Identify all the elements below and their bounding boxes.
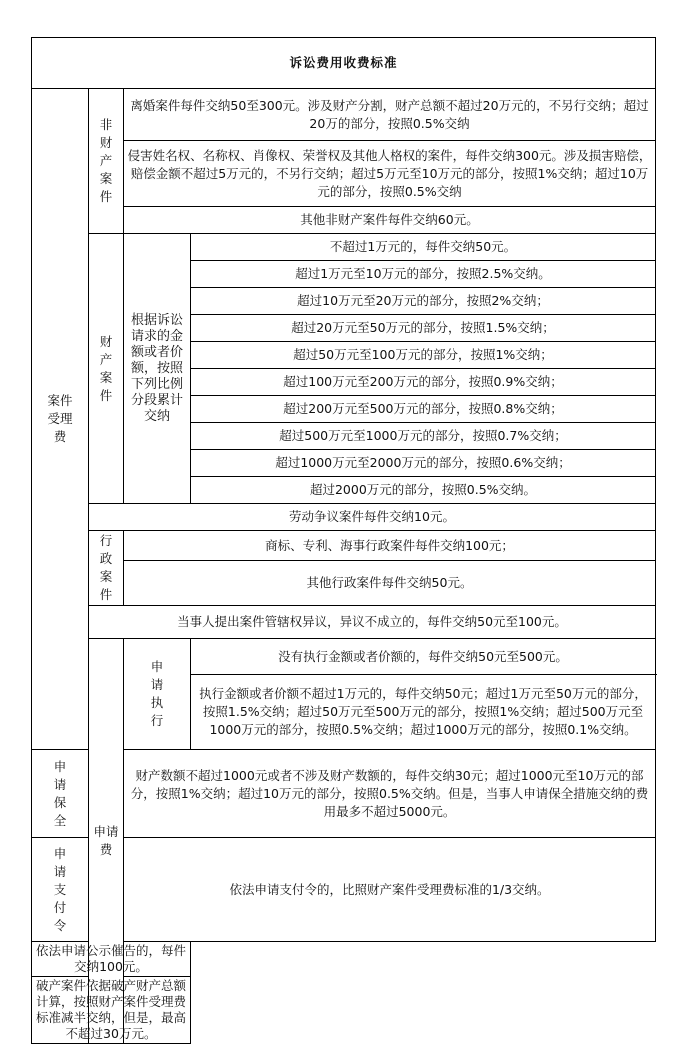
table-row [32,234,656,261]
group-label-payment-order: 申请支付令 [32,838,89,942]
table-row [32,561,656,606]
group-label-non-property: 非财产案件 [89,89,124,234]
jurisdiction-objection-fee: 当事人提出案件管辖权异议，异议不成立的，每件交纳50元至100元。 [89,606,656,639]
page-title: 诉讼费用收费标准 [32,38,656,89]
table-row [32,606,656,639]
execution-amount-brackets: 执行金额或者价额不超过1万元的，每件交纳50元；超过1万元至50万元的部分，按照1.5%交纳；超过50万元至500万元的部分，按照1%交纳；超过500万元至1000万元的部分，按照0.5%交纳；超过1000万元的部分，按照0.1%交纳。 [191,675,656,750]
table-row [32,531,656,561]
payment-order-fee: 依法申请支付令的，比照财产案件受理费标准的1/3交纳。 [124,838,656,942]
execution-no-amount: 没有执行金额或者价额的，每件交纳50元至500元。 [191,639,656,675]
preservation-fee: 财产数额不超过1000元或者不涉及财产数额的，每件交纳30元；超过1000元至10万元的部分，按照1%交纳；超过10万元的部分，按照0.5%交纳。但是，当事人申请保全措施交纳的费用最多不超过5000元。 [124,750,656,838]
group-label-administrative: 行政案件 [89,531,124,606]
property-bracket: 超过100万元至200万元的部分，按照0.9%交纳； [191,369,656,396]
non-property-personality-rights: 侵害姓名权、名称权、肖像权、荣誉权及其他人格权的案件，每件交纳300元。涉及损害赔偿，赔偿金额不超过5万元的，不另行交纳；超过5万元至10万元的部分，按照1%交纳；超过10万元的部分，按照0.5%交纳 [124,141,656,207]
table-row [32,207,656,234]
property-bracket: 超过1万元至10万元的部分，按照2.5%交纳。 [191,261,656,288]
property-bracket: 超过500万元至1000万元的部分，按照0.7%交纳； [191,423,656,450]
property-bracket: 超过2000万元的部分，按照0.5%交纳。 [191,477,656,504]
administrative-ip-maritime: 商标、专利、海事行政案件每件交纳100元； [124,531,656,561]
non-property-divorce: 离婚案件每件交纳50至300元。涉及财产分割，财产总额不超过20万元的，不另行交纳；超过20万的部分，按照0.5%交纳 [124,89,656,141]
bankruptcy-fee: 破产案件依据破产财产总额计算，按照财产案件受理费标准减半交纳，但是，最高不超过30万元。 [32,977,191,1044]
property-note: 根据诉讼请求的金额或者价额，按照下列比例分段累计交纳 [124,234,191,504]
title-row [32,38,656,89]
fee-standard-document [31,37,656,1044]
table-row [32,942,656,977]
property-bracket: 超过50万元至100万元的部分，按照1%交纳； [191,342,656,369]
table-row [32,838,656,942]
table-row [32,504,656,531]
group-label-property: 财产案件 [89,234,124,504]
administrative-other: 其他行政案件每件交纳50元。 [124,561,656,606]
non-property-other: 其他非财产案件每件交纳60元。 [124,207,656,234]
labor-dispute-fee: 劳动争议案件每件交纳10元。 [89,504,656,531]
property-bracket: 超过1000万元至2000万元的部分，按照0.6%交纳； [191,450,656,477]
table-row [32,750,656,838]
group-label-execution: 申请执行 [124,639,191,750]
public-notice-fee: 依法申请公示催告的，每件交纳100元。 [32,942,191,977]
fee-table [31,37,656,1044]
group-label-preservation: 申请保全 [32,750,89,838]
property-bracket: 超过20万元至50万元的部分，按照1.5%交纳； [191,315,656,342]
table-row [32,977,656,1044]
section-label-case-fee: 案件受理费 [32,89,89,750]
property-bracket: 超过200万元至500万元的部分，按照0.8%交纳； [191,396,656,423]
property-bracket: 超过10万元至20万元的部分，按照2%交纳； [191,288,656,315]
property-bracket: 不超过1万元的，每件交纳50元。 [191,234,656,261]
table-row [32,639,656,675]
section-label-application-fee: 申请费 [89,639,124,1044]
table-row [32,89,656,141]
table-row [32,141,656,207]
